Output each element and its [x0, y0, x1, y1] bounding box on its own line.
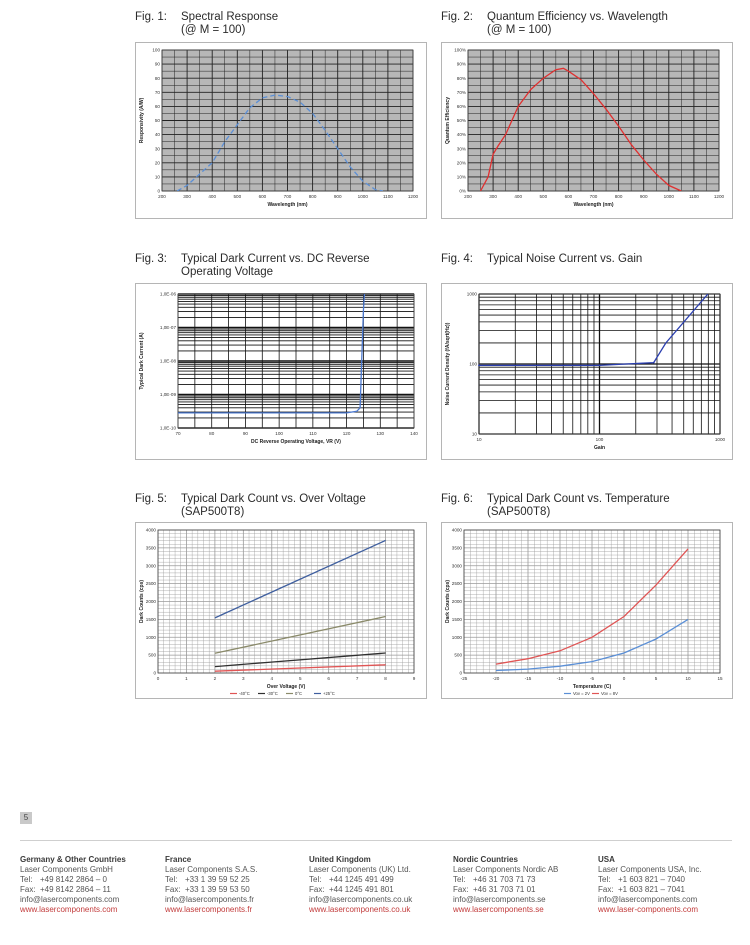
gridlines	[158, 530, 414, 673]
y-tick-label: 3500	[145, 545, 156, 551]
y-tick-label: 20	[154, 160, 160, 166]
fig2-title: Fig. 2: Quantum Efficiency vs. Wavelength (@ M = 100)	[441, 11, 668, 36]
x-tick-label: 2	[213, 676, 217, 681]
x-tick-label: 70	[175, 431, 181, 436]
y-tick-label: 2500	[451, 581, 462, 587]
x-tick-label: 1100	[382, 194, 393, 199]
legend-label: +25°C	[323, 691, 335, 696]
x-tick-label: 900	[333, 194, 342, 199]
x-tick-label: -5	[589, 676, 595, 681]
chart-2-svg	[136, 284, 426, 459]
y-tick-label: 80	[154, 75, 160, 81]
y-tick-label: 10	[154, 174, 160, 180]
legend-label: -40°C	[239, 691, 250, 696]
x-tick-label: 400	[514, 194, 523, 199]
y-tick-label: 100%	[454, 47, 466, 53]
x-tick-label: 120	[342, 431, 351, 436]
x-tick-label: 200	[158, 194, 166, 199]
x-tick-label: 1	[185, 676, 188, 681]
fig1-title: Fig. 1: Spectral Response (@ M = 100)	[135, 11, 279, 36]
x-tick-label: 800	[308, 194, 317, 199]
x-tick-label: 8	[384, 676, 387, 681]
y-tick-label: 0	[459, 670, 462, 676]
chart-4-svg	[136, 523, 426, 698]
chart-0-svg	[136, 43, 426, 218]
data-point	[653, 362, 655, 364]
y-axis-label: Responsivity (A/W)	[139, 97, 145, 144]
x-tick-label: 80	[209, 431, 215, 436]
y-tick-label: 1000	[466, 291, 477, 297]
gridlines	[162, 50, 413, 191]
x-tick-label: -20	[492, 676, 500, 681]
y-tick-label: 2000	[451, 599, 462, 605]
y-tick-label: 40%	[456, 132, 466, 138]
y-tick-label: 100	[469, 361, 477, 367]
data-point	[478, 365, 480, 367]
y-axis-label: Dark Counts (cps)	[445, 579, 451, 624]
x-tick-label: 1200	[713, 194, 725, 199]
y-tick-label: 10	[471, 431, 477, 437]
x-tick-label: 15	[717, 676, 723, 681]
y-tick-label: 2000	[145, 599, 156, 605]
x-axis-label: Over Voltage (V)	[266, 684, 306, 690]
x-tick-label: 4	[270, 676, 274, 681]
x-tick-label: 130	[376, 431, 385, 436]
y-tick-label: 60	[154, 104, 160, 109]
y-tick-label: 1,0E-10	[159, 425, 176, 431]
y-axis-label: Noise Current Density (fA/sqrt(Hz))	[445, 322, 451, 406]
y-tick-label: 10%	[456, 174, 466, 180]
y-tick-label: 100	[152, 47, 160, 53]
office-nordic: Nordic Countries Laser Components Nordic AB Tel: +46 31 703 71 73 Fax: +46 31 703 71 01 info@lasercomponents.se www.lasercomponents.se	[453, 855, 559, 914]
x-axis-label: Wavelength (nm)	[573, 202, 614, 208]
office-germany: Germany & Other Countries Laser Components GmbH Tel: +49 8142 2864 – 0 Fax: +49 8142 2864 – 11 info@lasercomponents.com www.lasercomponents.com	[20, 855, 126, 914]
dark-count-temperature-chart	[441, 522, 733, 699]
x-tick-label: 5	[654, 676, 658, 681]
y-tick-label: 50	[154, 118, 160, 124]
x-axis-label: Wavelength (nm)	[267, 202, 308, 208]
fig3-title: Fig. 3: Typical Dark Current vs. DC Reverse Operating Voltage	[135, 253, 370, 278]
x-tick-label: 6	[327, 676, 330, 681]
legend-label: -30°C	[267, 691, 278, 696]
chart-3-svg	[442, 284, 732, 459]
chart-5-svg	[442, 523, 732, 698]
fig6-title: Fig. 6: Typical Dark Count vs. Temperature (SAP500T8)	[441, 493, 670, 518]
y-tick-label: 50%	[456, 118, 466, 124]
office-france: France Laser Components S.A.S. Tel: +33 1 39 59 52 25 Fax: +33 1 39 59 53 50 info@lasercomponents.fr www.lasercomponents.fr	[165, 855, 258, 914]
office-usa-web-link[interactable]: www.laser-components.com	[598, 905, 699, 914]
y-tick-label: 90	[154, 61, 160, 67]
y-tick-label: 20%	[456, 160, 466, 166]
noise-current-chart	[441, 283, 733, 460]
y-tick-label: 4000	[451, 527, 462, 533]
legend-label: Vov = 8V	[601, 691, 618, 696]
x-tick-label: 10	[476, 437, 482, 442]
y-tick-label: 1000	[451, 634, 462, 640]
y-tick-label: 40	[154, 132, 160, 138]
office-nordic-web-link[interactable]: www.lasercomponents.se	[453, 905, 544, 914]
y-tick-label: 1500	[145, 616, 156, 622]
y-tick-label: 70	[154, 89, 160, 95]
x-axis-label: Temperature (C)	[572, 684, 612, 690]
y-tick-label: 3000	[451, 563, 462, 569]
chart-1-svg	[442, 43, 732, 218]
data-point	[599, 365, 601, 367]
fig5-title: Fig. 5: Typical Dark Count vs. Over Voltage (SAP500T8)	[135, 493, 366, 518]
y-tick-label: 30	[154, 146, 160, 152]
x-tick-label: 600	[564, 194, 573, 199]
y-tick-label: 70%	[456, 89, 466, 95]
y-tick-label: 500	[454, 652, 462, 658]
x-tick-label: 5	[298, 676, 302, 681]
x-tick-label: 700	[589, 194, 598, 199]
footer-divider	[20, 840, 732, 841]
y-tick-label: 80%	[456, 75, 466, 81]
y-tick-label: 4000	[145, 527, 156, 533]
x-tick-label: 10	[685, 676, 691, 681]
office-usa: USA Laser Components USA, Inc. Tel: +1 603 821 – 7040 Fax: +1 603 821 – 7041 info@lasercomponents.com www.laser-components.com	[598, 855, 702, 914]
x-tick-label: 400	[208, 194, 217, 199]
y-tick-label: 1,0E-08	[159, 358, 176, 364]
y-axis-label: Quantum Efficiency	[445, 97, 451, 144]
x-tick-label: 200	[464, 194, 472, 199]
y-tick-label: 1500	[451, 616, 462, 622]
office-germany-web-link[interactable]: www.lasercomponents.com	[20, 905, 118, 914]
dark-count-overvoltage-chart	[135, 522, 427, 699]
x-tick-label: 1200	[407, 194, 419, 199]
x-tick-label: 500	[233, 194, 242, 199]
gridlines	[479, 294, 720, 434]
legend-label: Vov = 2V	[573, 691, 590, 696]
x-tick-label: 1100	[688, 194, 699, 199]
fig4-title: Fig. 4: Typical Noise Current vs. Gain	[441, 253, 643, 265]
y-tick-label: 30%	[456, 146, 466, 152]
x-tick-label: 600	[258, 194, 267, 199]
y-tick-label: 0	[157, 188, 160, 194]
x-tick-label: 500	[539, 194, 548, 199]
x-tick-label: 7	[355, 676, 359, 681]
page-number: 5	[20, 812, 32, 824]
spectral-response-chart	[135, 42, 427, 219]
y-tick-label: 0%	[459, 188, 466, 194]
y-tick-label: 1,0E-09	[159, 392, 176, 398]
x-tick-label: 800	[614, 194, 623, 199]
x-tick-label: 9	[412, 676, 416, 681]
y-tick-label: 1000	[145, 634, 156, 640]
y-tick-label: 90%	[456, 61, 466, 67]
x-axis-label: DC Reverse Operating Voltage, VR (V)	[251, 439, 341, 445]
y-tick-label: 500	[148, 652, 156, 658]
office-uk-web-link[interactable]: www.lasercomponents.co.uk	[309, 905, 411, 914]
x-tick-label: 1000	[357, 194, 368, 199]
gridlines	[464, 530, 720, 673]
x-tick-label: 100	[595, 437, 604, 442]
x-tick-label: 3	[242, 676, 245, 681]
gridlines	[468, 50, 719, 191]
dark-current-chart	[135, 283, 427, 460]
y-tick-label: 60%	[456, 104, 466, 109]
legend-label: 0°C	[295, 691, 303, 696]
x-tick-label: 110	[309, 431, 317, 436]
x-tick-label: -15	[524, 676, 532, 681]
y-axis-label: Typical Dark Current (A)	[139, 332, 145, 390]
y-axis-label: Dark Counts (cps)	[139, 579, 145, 624]
x-tick-label: -10	[556, 676, 564, 681]
x-tick-label: 300	[183, 194, 191, 199]
y-tick-label: 1,0E-06	[159, 291, 176, 297]
x-tick-label: 140	[410, 431, 418, 436]
x-tick-label: -25	[460, 676, 468, 681]
x-tick-label: 1000	[714, 437, 726, 442]
x-tick-label: 0	[622, 676, 626, 681]
y-tick-label: 1,0E-07	[159, 325, 176, 331]
y-tick-label: 2500	[145, 581, 156, 587]
y-tick-label: 3500	[451, 545, 462, 551]
x-tick-label: 1000	[663, 194, 674, 199]
x-tick-label: 0	[156, 676, 160, 681]
x-tick-label: 700	[283, 194, 292, 199]
y-tick-label: 0	[153, 670, 156, 676]
office-france-web-link[interactable]: www.lasercomponents.fr	[165, 905, 253, 914]
quantum-efficiency-chart	[441, 42, 733, 219]
y-tick-label: 3000	[145, 563, 156, 569]
x-axis-label: Gain	[593, 445, 606, 451]
x-tick-label: 90	[242, 431, 248, 436]
x-tick-label: 300	[489, 194, 497, 199]
office-uk: United Kingdom Laser Components (UK) Ltd. Tel: +44 1245 491 499 Fax: +44 1245 491 801 info@lasercomponents.co.uk www.lasercomponents.co.uk	[309, 855, 413, 914]
x-tick-label: 100	[275, 431, 283, 436]
x-tick-label: 900	[639, 194, 648, 199]
